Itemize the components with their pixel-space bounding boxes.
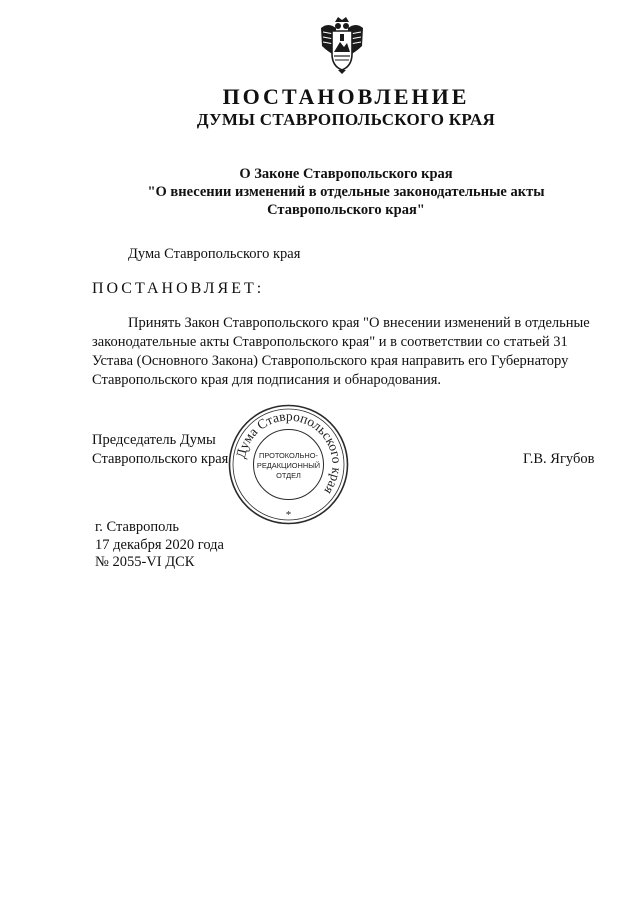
stamp-center-line-3: ОТДЕЛ xyxy=(276,471,301,480)
signer-position-line-1: Председатель Думы xyxy=(92,432,216,448)
place-of-adoption: г. Ставрополь xyxy=(95,519,180,535)
paragraph-line: Ставропольского края для подписания и обнародования. xyxy=(92,372,442,388)
adoption-date: 17 декабря 2020 года xyxy=(95,537,224,553)
decree-paragraph xyxy=(92,314,601,390)
signer-name: Г.В. Ягубов xyxy=(523,451,595,467)
stamp-center-line-2: РЕДАКЦИОННЫЙ xyxy=(256,461,321,470)
subject-line-3: Ставропольского края" xyxy=(267,202,425,218)
document-subtitle: ДУМЫ СТАВРОПОЛЬСКОГО КРАЯ xyxy=(196,110,496,129)
stamp-ring-text: Дума Ставропольского края xyxy=(232,408,345,498)
coat-of-arms-icon xyxy=(318,16,366,74)
subject-line-2: "О внесении изменений в отдельные законодательные акты xyxy=(147,184,545,200)
stamp-star: * xyxy=(285,509,292,521)
signer-position-line-2: Ставропольского края xyxy=(92,451,229,467)
paragraph-line: законодательные акты Ставропольского края" и в соответствии со статьей 31 xyxy=(92,334,568,350)
paragraph-line: Принять Закон Ставропольского края "О внесении изменений в отдельные xyxy=(128,315,590,331)
document-title: ПОСТАНОВЛЕНИЕ xyxy=(222,84,470,109)
official-stamp xyxy=(226,402,351,527)
subject-line-1: О Законе Ставропольского края xyxy=(239,166,453,182)
paragraph-line: Устава (Основного Закона) Ставропольского края направить его Губернатору xyxy=(92,353,569,369)
issuer-text: Дума Ставропольского края xyxy=(128,246,301,262)
document-number: № 2055-VI ДСК xyxy=(95,554,195,570)
decree-word: ПОСТАНОВЛЯЕТ: xyxy=(92,280,265,297)
stamp-center-line-1: ПРОТОКОЛЬНО- xyxy=(259,451,318,460)
